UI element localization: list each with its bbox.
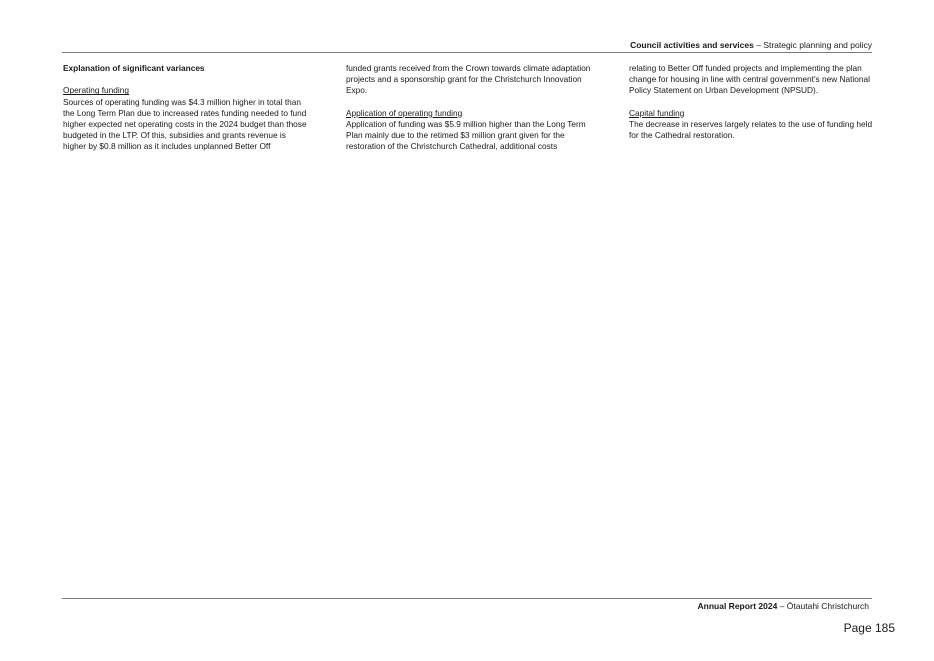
column-1 (63, 63, 309, 164)
footer-separator: – (777, 601, 787, 611)
footer-place: Ōtautahi Christchurch (786, 601, 869, 611)
column-3 (629, 63, 875, 153)
capital-funding-text: The decrease in reserves largely relates to the use of funding held for the Cathedral restoration. (629, 119, 873, 141)
running-header (630, 40, 872, 50)
footer-rule (62, 598, 872, 599)
operating-funding-text: Sources of operating funding was $4.3 million higher in total than the Long Term Plan due to increased rates funding needed to fund higher expected net operating costs in the 2024 budget than those budgeted in the LTP. Of this, subsidies and grants revenue is higher by $0.8 million as it includes unplanned Better Off (63, 96, 307, 152)
header-rule (62, 52, 872, 53)
page-number: Page 185 (843, 621, 895, 635)
application-funding-text: Application of funding was $5.9 million higher than the Long Term Plan mainly due to the retimed $3 million grant given for the restoration of the Christchurch Cathedral, additional costs (346, 119, 586, 152)
footer-report: Annual Report 2024 (697, 601, 778, 611)
column-2 (346, 63, 592, 164)
running-footer (698, 601, 869, 611)
operating-funding-continued: funded grants received from the Crown towards climate adaptation projects and a sponsorship grant for the Christchurch Innovation Expo. (346, 63, 591, 96)
header-subsection: Strategic planning and policy (763, 40, 872, 50)
capital-funding-title: Capital funding (629, 107, 685, 118)
variances-heading: Explanation of significant variances (63, 63, 205, 73)
application-funding-title: Application of operating funding (346, 107, 463, 118)
operating-funding-title: Operating funding (63, 85, 129, 96)
header-separator: – (753, 40, 764, 50)
header-section: Council activities and services (630, 40, 754, 50)
application-funding-continued: relating to Better Off funded projects and implementing the plan change for housing in line with central government's new National Policy Statement on Urban Development (NPSUD). (629, 63, 870, 96)
